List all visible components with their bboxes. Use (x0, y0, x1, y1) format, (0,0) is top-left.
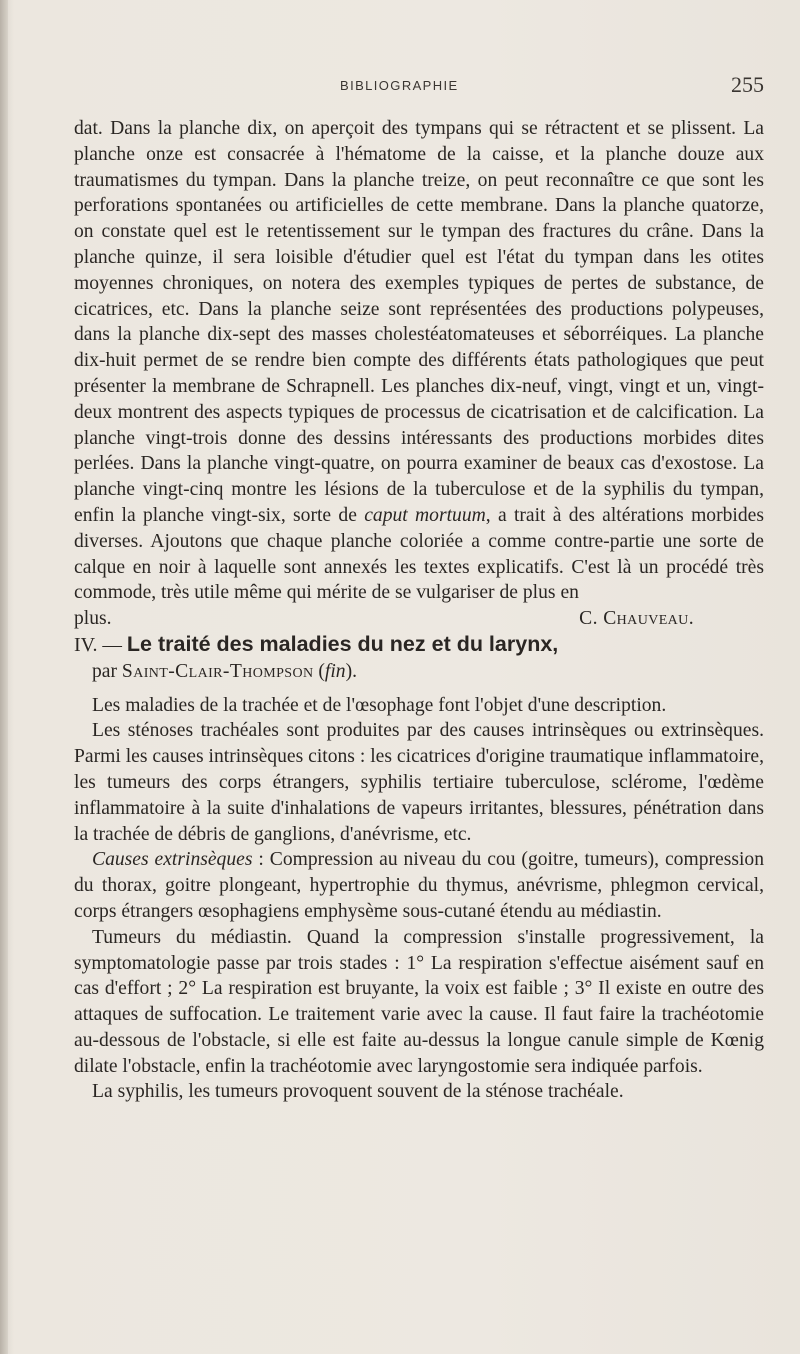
italic-causes: Causes extrinsèques (92, 849, 253, 871)
byline-prefix: par (92, 660, 122, 682)
author-name: Saint-Clair-Thompson (121, 660, 314, 682)
section-title: Le traité des maladies du nez et du larynx, (126, 631, 559, 656)
text-block (74, 116, 764, 1105)
body-paragraph-4: Tumeurs du médiastin. Quand la compression s'installe progressivement, la symptomatologie passe par trois stades : 1° La respiration s'effectue aisément sauf en cas d'effort ; 2° La respiration est bruyante, la voix est faible ; 3° Il existe en outre des attaques de suffocation. Le traitement varie avec la cause. Il faut faire la trachéotomie au-dessous de l'obstacle, si elle est faite au-dessus la longue canule simple de Kœnig dilate l'obstacle, enfin la trachéotomie avec laryngostomie sera indiquée parfois. (74, 926, 764, 1077)
reviewer-signature: C. Chauveau. (579, 608, 694, 630)
page-number: 255 (731, 72, 764, 97)
body-paragraph-1: Les maladies de la trachée et de l'œsophage font l'objet d'une description. (92, 694, 667, 716)
body-paragraph-5: La syphilis, les tumeurs provoquent souvent de la sténose trachéale. (92, 1081, 624, 1103)
page-header (74, 72, 764, 102)
section-dash: — (97, 634, 127, 656)
section-byline (74, 659, 764, 685)
section-number: IV. (74, 633, 98, 656)
byline-close: ). (345, 660, 358, 682)
review-paragraph (74, 116, 764, 606)
running-head: BIBLIOGRAPHIE (340, 78, 459, 93)
section-heading (74, 632, 764, 659)
body-paragraph-2: Les sténoses trachéales sont produites par des causes intrinsèques ou extrinsèques. Parmi les causes intrinsèques citons : les cicatrices d'origine traumatique inflammatoire, les tumeurs des corps étrangers, syphilis tertiaire tuberculose, sclérome, l'œdème inflammatoire à la suite d'inhalations de vapeurs irritantes, blessures, pénétration dans la trachée de débris de ganglions, d'anévrisme, etc. (74, 720, 764, 845)
review-signoff (74, 606, 764, 632)
review-text-end: , a trait à des altérations morbides diverses. Ajoutons que chaque planche coloriée a comme contre-partie une sorte de calque en noir à laquelle sont annexés les textes explicatifs. C'est là un procédé très commode, très utile même qui mérite de se vulgariser de plus en (74, 504, 764, 604)
byline-open: ( (313, 660, 325, 682)
review-text: dat. Dans la planche dix, on aperçoit des tympans qui se rétractent et se plissent. La planche onze est consacrée à l'hématome de la caisse, et la planche douze aux traumatismes du tympan. Dans la planche treize, on peut reconnaître ce que sont les perforations spontanées ou artificielles de cette membrane. Dans la planche quatorze, on constate quel est le retentissement sur le tympan des fractures du crâne. Dans la planche quinze, il sera loisible d'étudier quel est l'état du tympan dans les otites moyennes chroniques, on notera des exemples typiques de pertes de substance, de cicatrices, etc. Dans la planche seize sont représentées des productions polypeuses, dans la planche dix-sept des masses cholestéatomateuses et séborréiques. La planche dix-huit permet de se rendre bien compte des différents états pathologiques que peut présenter la membrane de Schrapnell. Les planches dix-neuf, vingt, vingt et un, vingt-deux montrent des aspects typiques de processus de cicatrisation et de calcification. La planche vingt-trois donne des dessins intéressants des productions morbides dites perlées. Dans la planche vingt-quatre, on pourra examiner de beaux cas d'exostose. La planche vingt-cinq montre les lésions de la tuberculose et de la syphilis du tympan, enfin la planche vingt-six, sorte de (74, 118, 764, 526)
body-paragraph-3 (74, 847, 764, 924)
body-paragraph-3-rest: : Compression au niveau du cou (goitre, tumeurs), compression du thorax, goitre plongeant, hypertrophie du thymus, anévrisme, phlegmon cervical, corps étrangers œsophagiens emphysème sous-cutané étendu au médiastin. (74, 849, 764, 922)
page-edge-shadow (0, 0, 8, 1354)
italic-term: caput mortuum (364, 504, 486, 526)
last-word: plus. (74, 608, 112, 630)
byline-fin: fin (324, 660, 346, 682)
